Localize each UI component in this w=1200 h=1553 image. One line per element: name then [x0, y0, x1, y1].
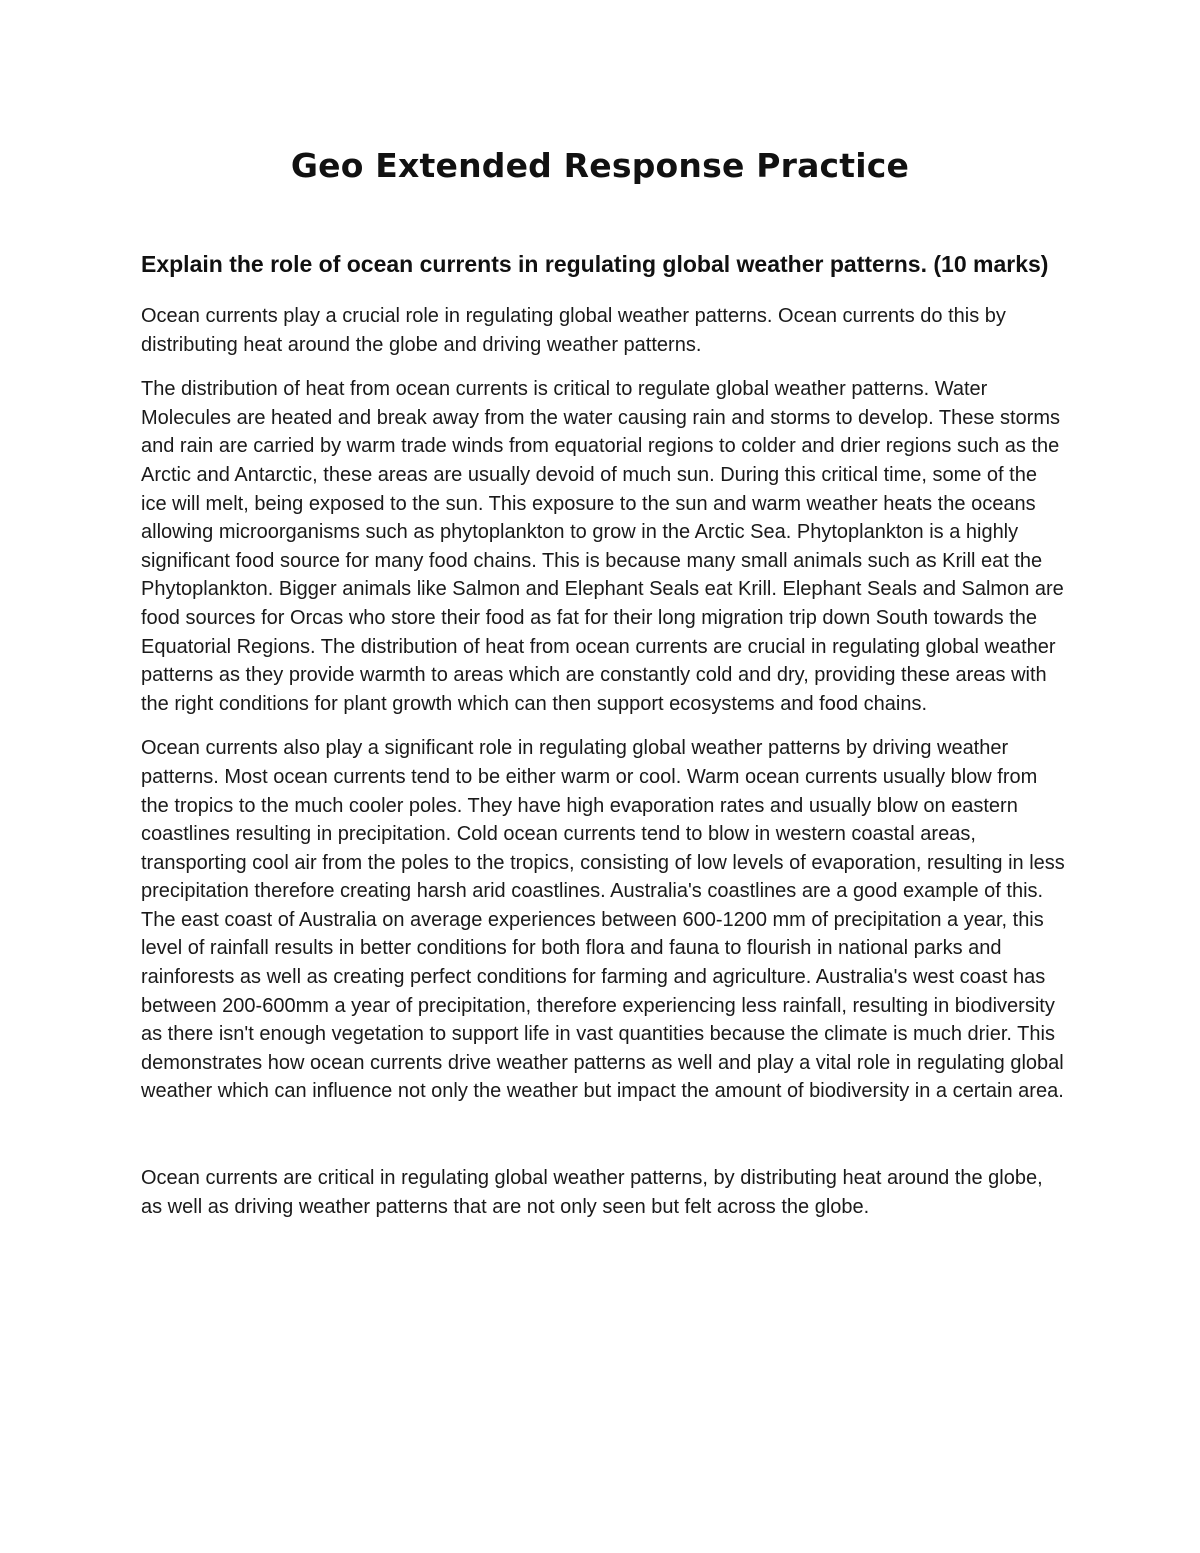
document-title: Geo Extended Response Practice: [290, 146, 910, 185]
question-heading: Explain the role of ocean currents in regulating global weather patterns. (10 marks): [141, 251, 1049, 277]
paragraph-heat-distribution: The distribution of heat from ocean currents is critical to regulate global weather patterns. Water Molecules are heated and break away from the water causing rain and storms to develop. These storms and rain are carried by warm trade winds from equatorial regions to colder and drier regions such as the Arctic and Antarctic, these areas are usually devoid of much sun. During this critical time, some of the ice will melt, being exposed to the sun. This exposure to the sun and warm weather heats the oceans allowing microorganisms such as phytoplankton to grow in the Arctic Sea. Phytoplankton is a highly significant food source for many food chains. This is because many small animals such as Krill eat the Phytoplankton. Bigger animals like Salmon and Elephant Seals eat Krill. Elephant Seals and Salmon are food sources for Orcas who store their food as fat for their long migration trip down South towards the Equatorial Regions. The distribution of heat from ocean currents are crucial in regulating global weather patterns as they provide warmth to areas which are constantly cold and dry, providing these areas with the right conditions for plant growth which can then support ecosystems and food chains.: [141, 378, 1064, 715]
document-body: [141, 248, 1066, 1237]
paragraph-driving-weather: Ocean currents also play a significant role in regulating global weather patterns by driving weather patterns. Most ocean currents tend to be either warm or cool. Warm ocean currents usually blow from the tropics to the much cooler poles. They have high evaporation rates and usually blow on eastern coastlines resulting in precipitation. Cold ocean currents tend to blow in western coastal areas, transporting cool air from the poles to the tropics, consisting of low levels of evaporation, resulting in less precipitation therefore creating harsh arid coastlines. Australia's coastlines are a good example of this. The east coast of Australia on average experiences between 600-1200 mm of precipitation a year, this level of rainfall results in better conditions for both flora and fauna to flourish in national parks and rainforests as well as creating perfect conditions for farming and agriculture. Australia's west coast has between 200-600mm a year of precipitation, therefore experiencing less rainfall, resulting in biodiversity as there isn't enough vegetation to support life in vast quantities because the climate is much drier. This demonstrates how ocean currents drive weather patterns as well and play a vital role in regulating global weather which can influence not only the weather but impact the amount of biodiversity in a certain area.: [141, 737, 1065, 1103]
paragraph-introduction: Ocean currents play a crucial role in regulating global weather patterns. Ocean currents do this by distributing heat around the globe and driving weather patterns.: [141, 305, 1006, 356]
paragraph-conclusion: Ocean currents are critical in regulating global weather patterns, by distributing heat around the globe, as well as driving weather patterns that are not only seen but felt across the globe.: [141, 1167, 1043, 1218]
